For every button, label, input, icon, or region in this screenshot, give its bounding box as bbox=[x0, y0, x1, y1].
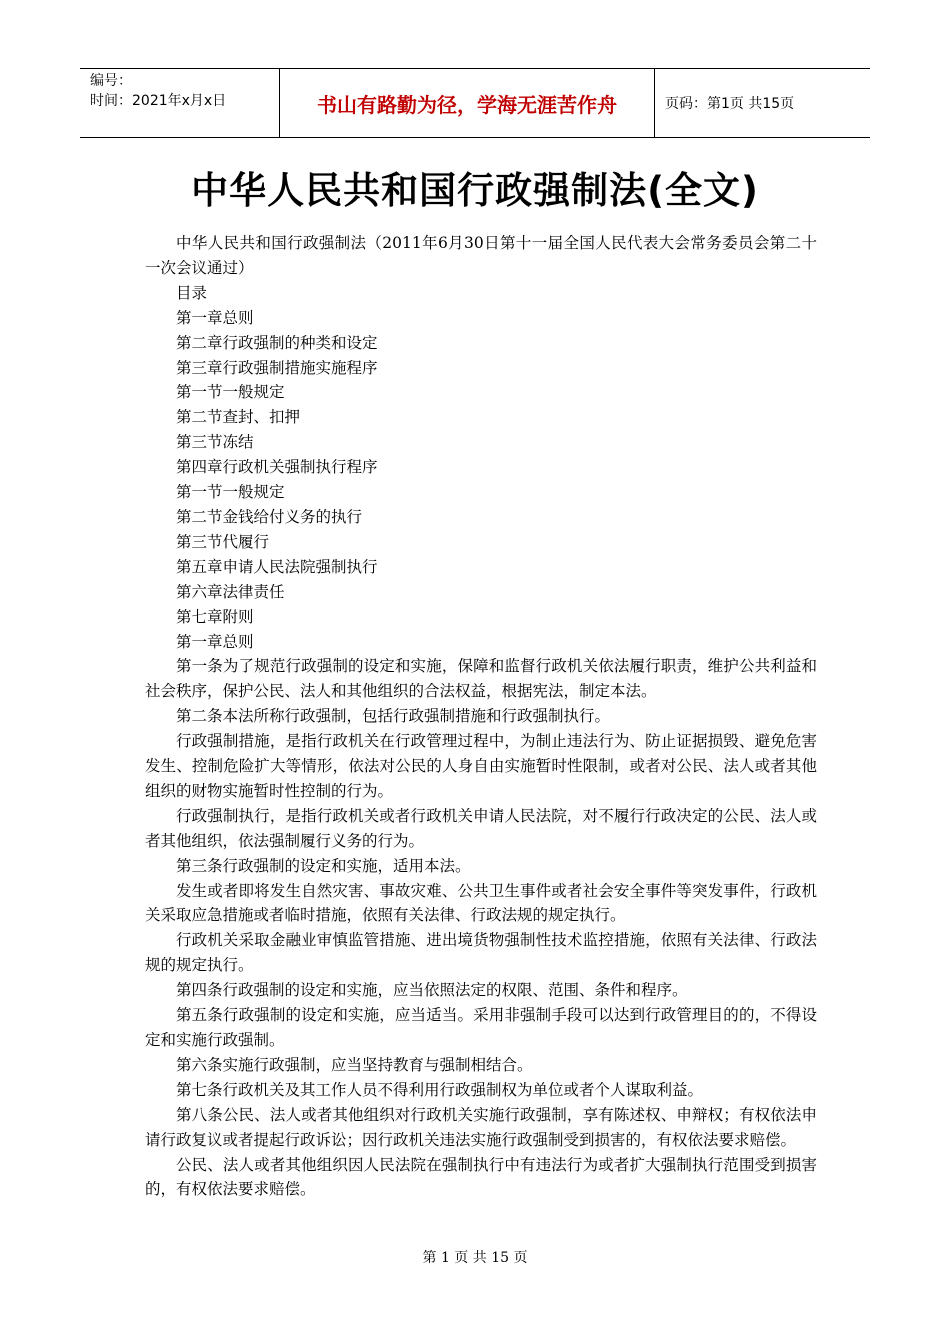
body-paragraph: 第三章行政强制措施实施程序 bbox=[176, 358, 378, 377]
document-date-label: 时间：2021年x月x日 bbox=[90, 93, 227, 109]
body-paragraph: 第七条行政机关及其工作人员不得利用行政强制权为单位或者个人谋取利益。 bbox=[176, 1080, 704, 1099]
body-paragraph: 行政机关采取金融业审慎监管措施、进出境货物强制性技术监控措施，依照有关法律、行政法规的规定执行。 bbox=[145, 931, 817, 975]
body-paragraph: 第三条行政强制的设定和实施，适用本法。 bbox=[176, 856, 471, 875]
body-paragraph: 第二节金钱给付义务的执行 bbox=[176, 507, 363, 526]
body-paragraph: 第七章附则 bbox=[176, 607, 254, 626]
header-page-info: 页码：第1页 共15页 bbox=[665, 96, 795, 112]
document-number-label: 编号： bbox=[90, 73, 132, 89]
body-paragraph: 第四条行政强制的设定和实施，应当依照法定的权限、范围、条件和程序。 bbox=[176, 981, 688, 1000]
body-paragraph: 第三节代履行 bbox=[176, 532, 270, 551]
header-meta bbox=[80, 69, 280, 137]
body-paragraph: 第二条本法所称行政强制，包括行政强制措施和行政强制执行。 bbox=[176, 707, 611, 726]
page-footer: 第 1 页 共 15 页 bbox=[422, 1250, 528, 1266]
body-paragraph: 第一节一般规定 bbox=[176, 383, 285, 402]
body-paragraph: 行政强制措施，是指行政机关在行政管理过程中，为制止违法行为、防止证据损毁、避免危害发生、控制危险扩大等情形，依法对公民的人身自由实施暂时性限制，或者对公民、法人或者其他组织的财物实施暂时性控制的行为。 bbox=[145, 732, 817, 800]
body-paragraph: 行政强制执行，是指行政机关或者行政机关申请人民法院，对不履行行政决定的公民、法人或者其他组织，依法强制履行义务的行为。 bbox=[145, 806, 817, 850]
body-paragraph: 第六条实施行政强制，应当坚持教育与强制相结合。 bbox=[176, 1055, 533, 1074]
body-paragraph: 中华人民共和国行政强制法（2011年6月30日第十一届全国人民代表大会常务委员会第二十一次会议通过） bbox=[145, 234, 817, 277]
body-paragraph: 第一节一般规定 bbox=[176, 483, 285, 502]
body-paragraph: 目录 bbox=[176, 283, 208, 302]
body-paragraph: 第八条公民、法人或者其他组织对行政机关实施行政强制，享有陈述权、申辩权；有权依法申请行政复议或者提起行政诉讼；因行政机关违法实施行政强制受到损害的，有权依法要求赔偿。 bbox=[145, 1105, 817, 1149]
body-paragraph: 第四章行政机关强制执行程序 bbox=[176, 458, 378, 477]
body-paragraph: 第二章行政强制的种类和设定 bbox=[176, 333, 378, 352]
body-paragraph: 第一章总则 bbox=[176, 632, 254, 651]
header-motto: 书山有路勤为径，学海无涯苦作舟 bbox=[280, 69, 655, 137]
body-paragraph: 第六章法律责任 bbox=[176, 582, 285, 601]
document-title: 中华人民共和国行政强制法(全文) bbox=[191, 169, 759, 212]
body-paragraph: 第五章申请人民法院强制执行 bbox=[176, 557, 378, 576]
body-paragraph: 第五条行政强制的设定和实施，应当适当。采用非强制手段可以达到行政管理目的的，不得设定和实施行政强制。 bbox=[145, 1006, 817, 1049]
body-paragraph: 第三节冻结 bbox=[176, 433, 254, 452]
page-header bbox=[80, 68, 870, 138]
body-paragraph: 公民、法人或者其他组织因人民法院在强制执行中有违法行为或者扩大强制执行范围受到损害的，有权依法要求赔偿。 bbox=[145, 1155, 817, 1199]
body-paragraph: 第二节查封、扣押 bbox=[176, 408, 301, 427]
body-paragraph: 第一章总则 bbox=[176, 308, 254, 327]
body-paragraph: 发生或者即将发生自然灾害、事故灾难、公共卫生事件或者社会安全事件等突发事件，行政机关采取应急措施或者临时措施，依照有关法律、行政法规的规定执行。 bbox=[145, 881, 817, 925]
body-paragraph: 第一条为了规范行政强制的设定和实施，保障和监督行政机关依法履行职责，维护公共利益和社会秩序，保护公民、法人和其他组织的合法权益，根据宪法，制定本法。 bbox=[145, 657, 817, 701]
document-body bbox=[145, 231, 817, 1202]
